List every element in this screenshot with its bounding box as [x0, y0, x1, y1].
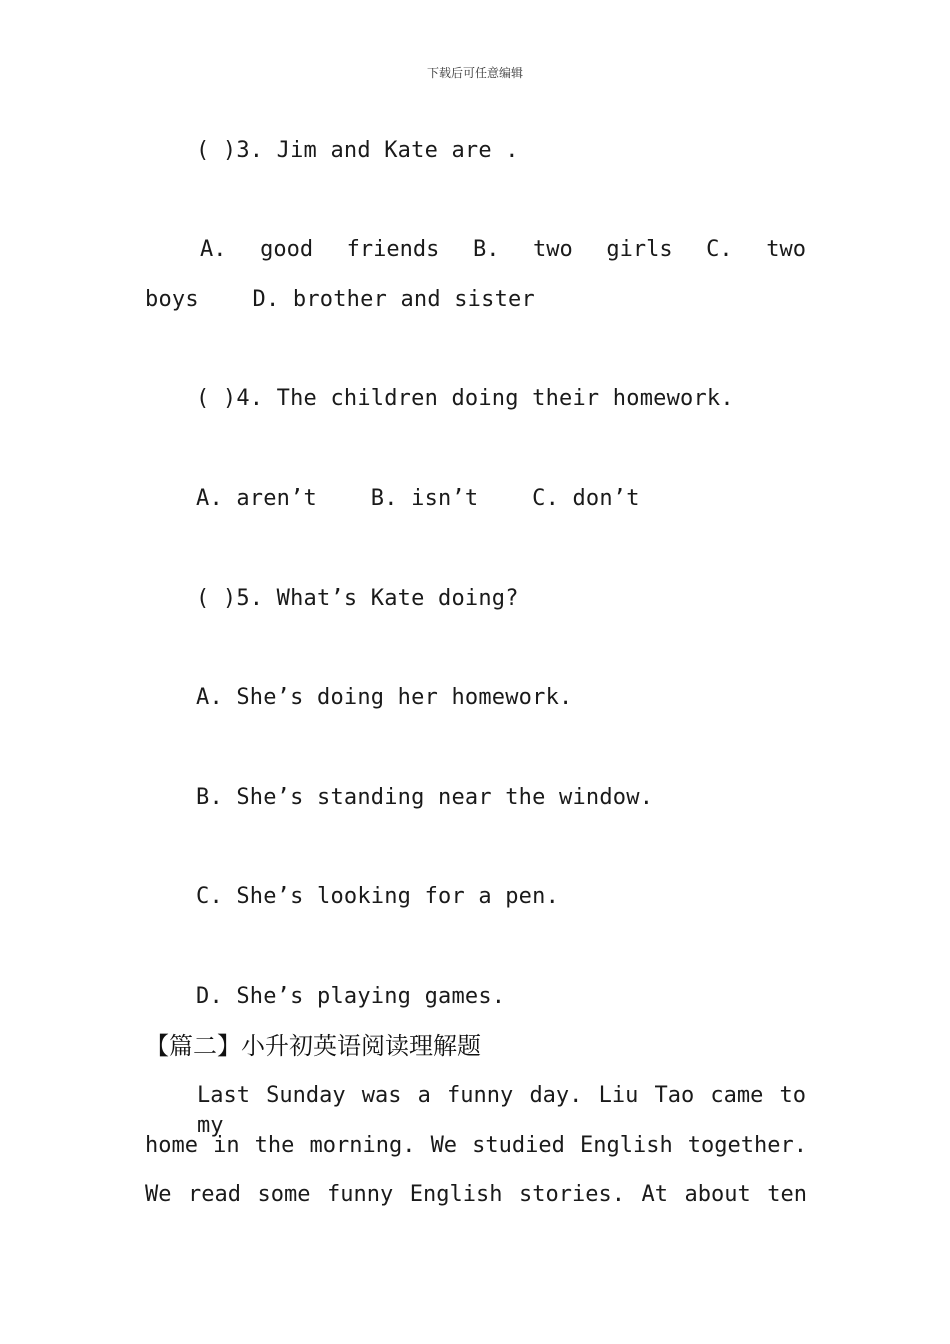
section-title: 【篇二】小升初英语阅读理解题	[145, 1032, 481, 1060]
question-3-stem: ( )3. Jim and Kate are .	[196, 138, 519, 163]
question-3-options-line1: A. good friends B. two girls C. two	[200, 237, 806, 262]
passage-line-1: Last Sunday was a funny day. Liu Tao came to my	[197, 1083, 806, 1138]
question-4-stem: ( )4. The children doing their homework.	[196, 386, 734, 411]
page-header: 下载后可任意编辑	[426, 66, 523, 80]
question-5-option-c: C. She’s looking for a pen.	[196, 884, 560, 909]
passage-line-3: We read some funny English stories. At about ten	[145, 1182, 807, 1207]
question-4-options: A. aren’t B. isn’t C. don’t	[196, 486, 640, 511]
passage-line-2: home in the morning. We studied English together.	[145, 1133, 807, 1158]
question-5-option-d: D. She’s playing games.	[196, 984, 506, 1009]
question-3-options-line2: boys D. brother and sister	[145, 287, 535, 312]
question-5-option-b: B. She’s standing near the window.	[196, 785, 654, 810]
question-5-option-a: A. She’s doing her homework.	[196, 685, 573, 710]
question-5-stem: ( )5. What’s Kate doing?	[196, 586, 519, 611]
